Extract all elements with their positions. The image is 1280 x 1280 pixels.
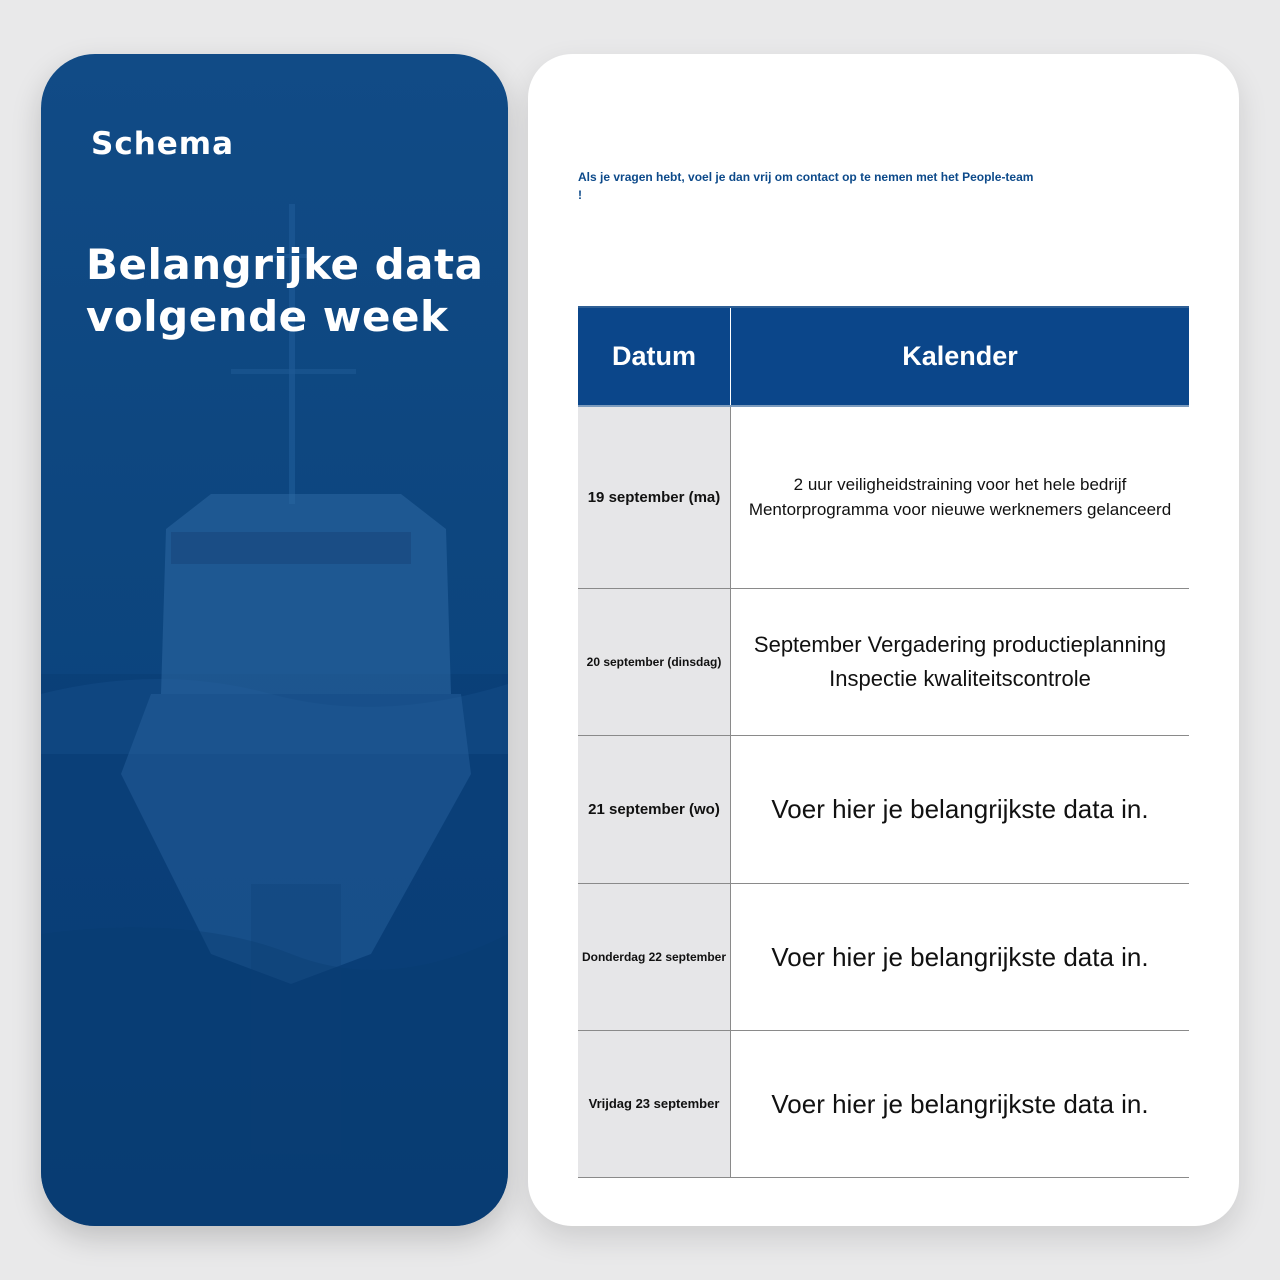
calendar-cell <box>731 588 1190 735</box>
table-row <box>578 406 1189 588</box>
calendar-cell <box>731 883 1190 1030</box>
calendar-cell <box>731 1030 1190 1177</box>
calendar-cell <box>731 406 1190 588</box>
table-row <box>578 735 1189 883</box>
event-text: Voer hier je belangrijkste data in. <box>771 1088 1149 1119</box>
ship-background-image <box>41 54 508 1226</box>
date-cell: 19 september (ma) <box>578 406 731 588</box>
table-row <box>578 588 1189 735</box>
event-text: Inspectie kwaliteitscontrole <box>829 665 1091 691</box>
date-cell: Vrijdag 23 september <box>578 1030 731 1177</box>
schedule-table <box>578 306 1189 1178</box>
calendar-cell <box>731 735 1190 883</box>
table-row <box>578 1030 1189 1177</box>
event-text: 2 uur veiligheidstraining voor het hele bedrijf <box>793 475 1127 495</box>
table-row <box>578 883 1189 1030</box>
event-text: Mentorprogramma voor nieuwe werknemers gelanceerd <box>748 500 1172 520</box>
header-kalender: Kalender <box>731 307 1190 406</box>
date-cell: 20 september (dinsdag) <box>578 588 731 735</box>
date-cell: Donderdag 22 september <box>578 883 731 1030</box>
header-datum: Datum <box>578 307 731 406</box>
date-cell: 21 september (wo) <box>578 735 731 883</box>
event-text: September Vergadering productieplanning <box>753 631 1167 657</box>
table-header-row <box>578 307 1189 406</box>
brand-label: Schema <box>91 126 235 162</box>
right-panel <box>528 54 1239 1226</box>
left-panel <box>41 54 508 1226</box>
event-text: Voer hier je belangrijkste data in. <box>771 941 1149 972</box>
contact-note: Als je vragen hebt, voel je dan vrij om contact op te nemen met het People-team ! <box>578 170 1034 202</box>
event-text: Voer hier je belangrijkste data in. <box>771 794 1149 824</box>
page-title: Belangrijke data volgende week <box>86 240 484 341</box>
